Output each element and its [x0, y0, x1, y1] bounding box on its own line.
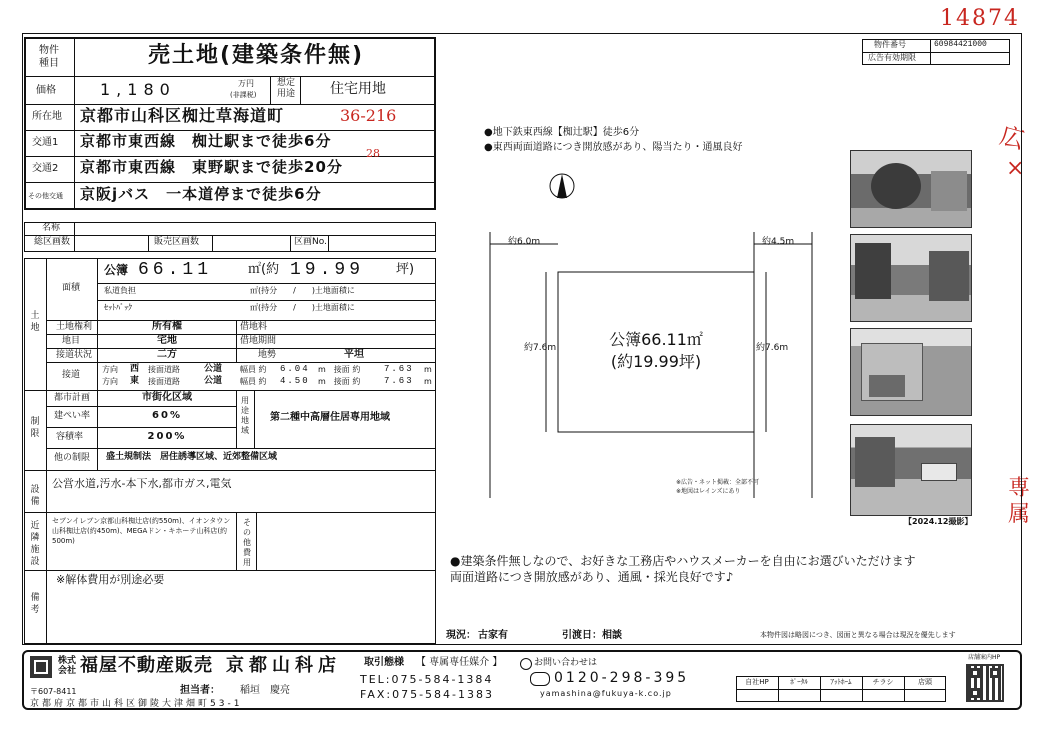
road1-width-label: 幅員 約 [240, 365, 267, 374]
area-tsubo: 19.99 [290, 260, 365, 280]
bottom-text-1: ●建築条件無しなので、お好きな工務店やハウスメーカーを自由にお選びいただけます [450, 554, 916, 568]
road1-access-label: 接面道路 [148, 365, 180, 374]
plan-note-1: ※広告・ネット掲載：全部不可 [676, 479, 760, 486]
handwritten-ad-mark: 広 [996, 121, 1028, 155]
ad-header-3: ｱｯﾄﾎｰﾑ [830, 678, 852, 686]
photo-caption: 【2024.12撮影】 [904, 517, 973, 526]
category-label: 地目 [62, 336, 81, 346]
price-value: 1,180 [100, 80, 176, 99]
road1-m: m [424, 365, 432, 374]
handover-value: 相談 [602, 630, 622, 641]
disclaimer: 本物件図は略図につき、図面と異なる場合は現況を優先します [760, 631, 956, 639]
qr-code-icon [966, 664, 1004, 702]
ad-header-2: ﾎﾟｰﾀﾙ [790, 678, 808, 686]
ad-header-1: 自社HP [745, 678, 769, 686]
road2-width: 4.50 [280, 376, 310, 386]
road2-access-label: 接面道路 [148, 377, 180, 386]
road1-type: 公道 [204, 364, 223, 374]
lease-fee-label: 借地料 [240, 322, 268, 332]
zone-label: 総区画数 [34, 237, 71, 247]
depth-right: 約7.6m [756, 343, 789, 353]
handwritten-exclusive: 専属 [1008, 476, 1031, 527]
city-plan-value: 市街化区域 [142, 392, 192, 403]
facilities-value: 公営水道,汚水-本下水,都市ガス,電気 [52, 477, 232, 490]
page-title: 売土地(建築条件無) [147, 43, 365, 68]
tel: TEL:075-584-1384 [360, 673, 494, 686]
manager-label: 担当者： [180, 685, 220, 696]
road2-front-label: m 接面 約 [318, 377, 361, 386]
terrain-value: 平坦 [344, 349, 364, 360]
other-traffic-value: 京阪jバス 一本道停まで徒歩6分 [80, 185, 322, 203]
use-area-value: 第二種中高層住居専用地域 [270, 412, 390, 423]
tsubo-unit: 坪) [396, 262, 415, 277]
current-status-value: 古家有 [478, 630, 508, 641]
road1-direction: 西 [130, 364, 140, 374]
company-prefix: 株式 会社 [58, 656, 77, 676]
road2-frontage: 7.63 [384, 376, 414, 386]
price-unit: 万円 [238, 79, 254, 88]
frontage-label: 接道状況 [56, 350, 93, 360]
road-west-width: 約6.0m [508, 237, 541, 247]
use-label: 想定 用途 [276, 78, 295, 99]
branch-name: 京都山科店 [226, 655, 341, 676]
other-restriction-value: 盛土規制法 居住誘導区域、近郊整備区域 [106, 452, 278, 462]
setback-label: ｾｯﾄﾊﾞｯｸ [104, 303, 132, 312]
plan-area: 公簿66.11㎡ [609, 330, 703, 349]
price-note: (非課税) [230, 91, 257, 99]
ad-expiry-label: 広告有効期限 [868, 53, 916, 62]
trade-label: 取引態様 [364, 657, 404, 668]
sqm-unit: ㎡(約 [248, 262, 280, 277]
terrain-label: 地勢 [258, 350, 277, 360]
road1-frontage: 7.63 [384, 364, 414, 374]
feature-1: ●地下鉄東西線【椥辻駅】徒歩6分 [484, 127, 640, 138]
lease-period-label: 借地期間 [240, 336, 277, 346]
plan-tsubo: (約19.99坪) [610, 352, 702, 371]
address-value: 京都市山科区椥辻草海道町 [80, 106, 285, 125]
traffic1-value: 京都市東西線 椥辻駅まで徒歩6分 [80, 132, 332, 150]
handover-label: 引渡日： [562, 630, 602, 641]
private-road-text: ㎡(持分 / )土地面積に [250, 286, 355, 295]
road1-width: 6.04 [280, 364, 310, 374]
depth-left: 約7.6m [524, 343, 557, 353]
area-sqm: 66.11 [138, 260, 213, 280]
land-side-label: 土地 [30, 311, 40, 333]
nearby-value: セブンイレブン京都山科椥辻店(約550m)、イオンタウン山科椥辻店(約450m)、MEGAドン・キホーテ山科店(約500m) [52, 517, 231, 545]
remarks-value: ※解体費用が別途必要 [56, 573, 165, 586]
area-label: 面積 [62, 283, 81, 293]
ad-header-4: チラシ [872, 678, 894, 686]
free-dial: 0120-298-395 [554, 670, 690, 686]
category-value: 宅地 [157, 335, 177, 346]
use-value: 住宅用地 [330, 81, 386, 97]
fax: FAX:075-584-1383 [360, 688, 495, 701]
bottom-text-2: 両面道路につき開放感があり、通風・採光良好です♪ [450, 570, 734, 584]
handwritten-correction: 28 [366, 147, 380, 160]
current-status-label: 現況： [446, 630, 476, 641]
rights-value: 所有権 [152, 321, 182, 332]
property-number-value: 60984421000 [934, 40, 987, 49]
coverage-label: 建ぺい率 [54, 411, 91, 421]
traffic1-label: 交通1 [32, 137, 59, 148]
rights-label: 土地権利 [56, 322, 93, 332]
other-cost-label: その他費用 [243, 518, 251, 567]
free-dial-icon [530, 672, 550, 686]
postal-code: 〒607-8411 [30, 687, 77, 696]
private-road-label: 私道負担 [104, 286, 136, 295]
handwritten-number: 14874 [940, 6, 1020, 31]
traffic2-label: 交通2 [32, 163, 59, 174]
traffic2-value: 京都市東西線 東野駅まで徒歩20分 [80, 158, 343, 176]
company-name: 福屋不動産販売 [80, 655, 213, 676]
manager-name: 稲垣 慶亮 [240, 685, 290, 696]
handwritten-address-number: 36-216 [340, 106, 397, 125]
inquiry-label: お問い合わせは [534, 658, 598, 668]
ad-header-5: 店頭 [918, 678, 932, 686]
kind-label: 物件 種目 [39, 45, 59, 69]
handwritten-cross: × [1006, 156, 1025, 181]
property-number-label: 物件番号 [874, 40, 906, 49]
facilities-label: 設備 [30, 485, 40, 507]
phone-icon [520, 658, 532, 670]
road1-front-label: m 接面 約 [318, 365, 361, 374]
far-label: 容積率 [56, 432, 84, 442]
remarks-label: 備考 [30, 593, 40, 615]
price-label: 価格 [36, 85, 56, 96]
road-label: 接道 [62, 370, 81, 380]
lot-no-label: 区画No. [294, 237, 327, 247]
city-plan-label: 都市計画 [54, 393, 91, 403]
feature-2: ●東西両面道路につき開放感があり、陽当たり・通風良好 [484, 142, 743, 153]
trade-value: 【 専属専任媒介 】 [416, 657, 503, 668]
other-traffic-label: その他交通 [28, 192, 63, 200]
kouho-label: 公簿 [104, 263, 129, 277]
restriction-side-label: 制限 [30, 417, 40, 439]
address-label: 所在地 [32, 111, 62, 122]
road2-direction: 東 [130, 376, 140, 386]
use-area-label: 用途地域 [241, 396, 249, 435]
nearby-label: 近隣施設 [30, 521, 40, 567]
road2-dir-label: 方向 [102, 377, 118, 386]
road2-width-label: 幅員 約 [240, 377, 267, 386]
company-logo-icon [30, 656, 52, 678]
page-frame [22, 33, 1025, 645]
road1-dir-label: 方向 [102, 365, 118, 374]
plan-note-2: ※地図はレインズにあり [676, 488, 741, 495]
qr-label: 店舗案内HP [968, 654, 1001, 661]
sale-label: 販売区画数 [154, 237, 200, 247]
email: yamashina@fukuya-k.co.jp [540, 689, 672, 698]
road-east-width: 約4.5m [762, 237, 795, 247]
other-restriction-label: 他の制限 [54, 453, 91, 463]
frontage-value: 二方 [157, 349, 177, 360]
road2-type: 公道 [204, 376, 223, 386]
setback-text: ㎡(持分 / )土地面積に [250, 303, 355, 312]
far-value: 200% [147, 431, 187, 442]
company-address: 京都府京都市山科区御陵大津畑町53-1 [30, 699, 243, 709]
coverage-value: 60% [152, 410, 182, 421]
name-label: 名称 [42, 223, 61, 233]
road2-m: m [424, 377, 432, 386]
